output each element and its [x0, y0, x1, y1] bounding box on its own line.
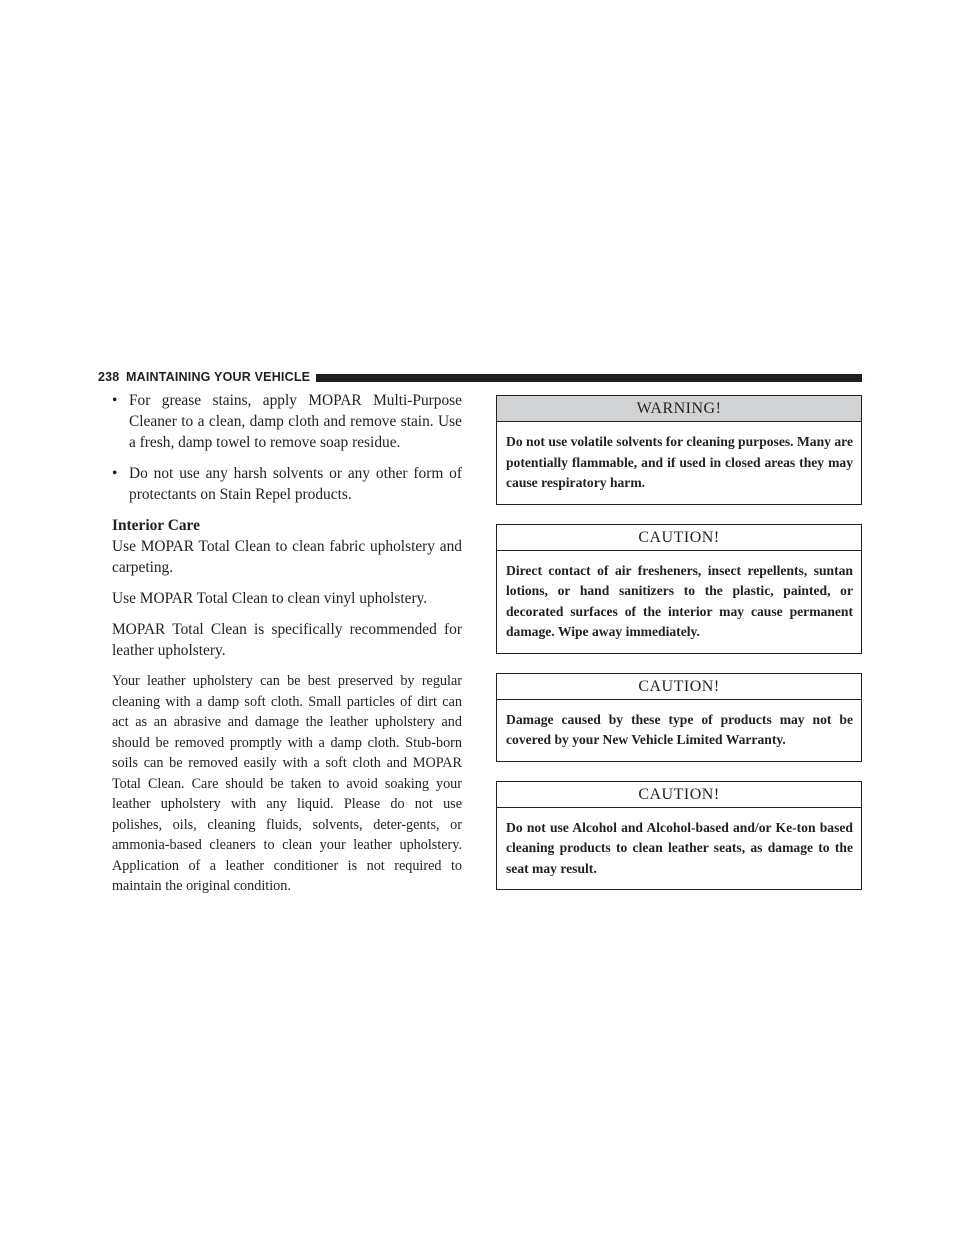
paragraph: MOPAR Total Clean is specifically recommended for leather upholstery.: [112, 621, 462, 659]
caution-box: [496, 781, 862, 891]
paragraph: Your leather upholstery can be best preserved by regular cleaning with a damp soft cloth. Small particles of dirt can act as an abrasive and damage the leather upholstery and should be removed promptly with a damp cloth. Stub-born soils can be removed easily with a soft cloth and MOPAR Total Clean. Care should be taken to avoid soaking your leather upholstery with any liquid. Please do not use polishes, oils, cleaning fluids, solvents, deter-gents, or ammonia-based cleaners to clean your leather upholstery. Application of a leather conditioner is not required to maintain the original condition.: [112, 673, 462, 894]
right-column: [496, 395, 862, 909]
warning-box-title: WARNING!: [497, 396, 861, 422]
warning-box: [496, 395, 862, 505]
caution-box-text: Do not use Alcohol and Alcohol-based and/or Ke-ton based cleaning products to clean leather seats, as damage to the seat may result.: [506, 819, 853, 876]
bullet-item: [112, 463, 462, 505]
caution-box: [496, 524, 862, 654]
page-header: [98, 369, 862, 385]
caution-box-title: CAUTION!: [497, 525, 861, 551]
paragraph: Use MOPAR Total Clean to clean vinyl upholstery.: [112, 590, 428, 607]
page-number: 238: [98, 370, 120, 384]
caution-box-text: Direct contact of air fresheners, insect repellents, suntan lotions, or hand sanitizers to the plastic, painted, or decorated surfaces of the interior may cause permanent damage. Wipe away immediately.: [506, 562, 853, 639]
warning-box-text: Do not use volatile solvents for cleaning purposes. Many are potentially flammable, and if used in closed areas they may cause respiratory harm.: [506, 434, 853, 490]
bullet-item: [112, 390, 462, 453]
section-heading: Interior Care: [112, 517, 200, 534]
caution-box-title: CAUTION!: [497, 674, 861, 700]
bullet-dot: •: [112, 465, 118, 482]
caution-box-text: Damage caused by these type of products may not be covered by your New Vehicle Limited Warranty.: [506, 711, 853, 747]
left-column: [112, 390, 462, 907]
section-title: MAINTAINING YOUR VEHICLE: [126, 370, 311, 384]
paragraph: Use MOPAR Total Clean to clean fabric upholstery and carpeting.: [112, 538, 462, 576]
caution-box-title: CAUTION!: [497, 782, 861, 808]
header-rule: [316, 374, 862, 382]
bullet-dot: •: [112, 392, 118, 409]
caution-box: [496, 673, 862, 762]
bullet-text: Do not use any harsh solvents or any other form of protectants on Stain Repel products.: [129, 465, 462, 503]
bullet-text: For grease stains, apply MOPAR Multi-Purpose Cleaner to a clean, damp cloth and remove stain. Use a fresh, damp towel to remove soap residue.: [129, 392, 462, 451]
